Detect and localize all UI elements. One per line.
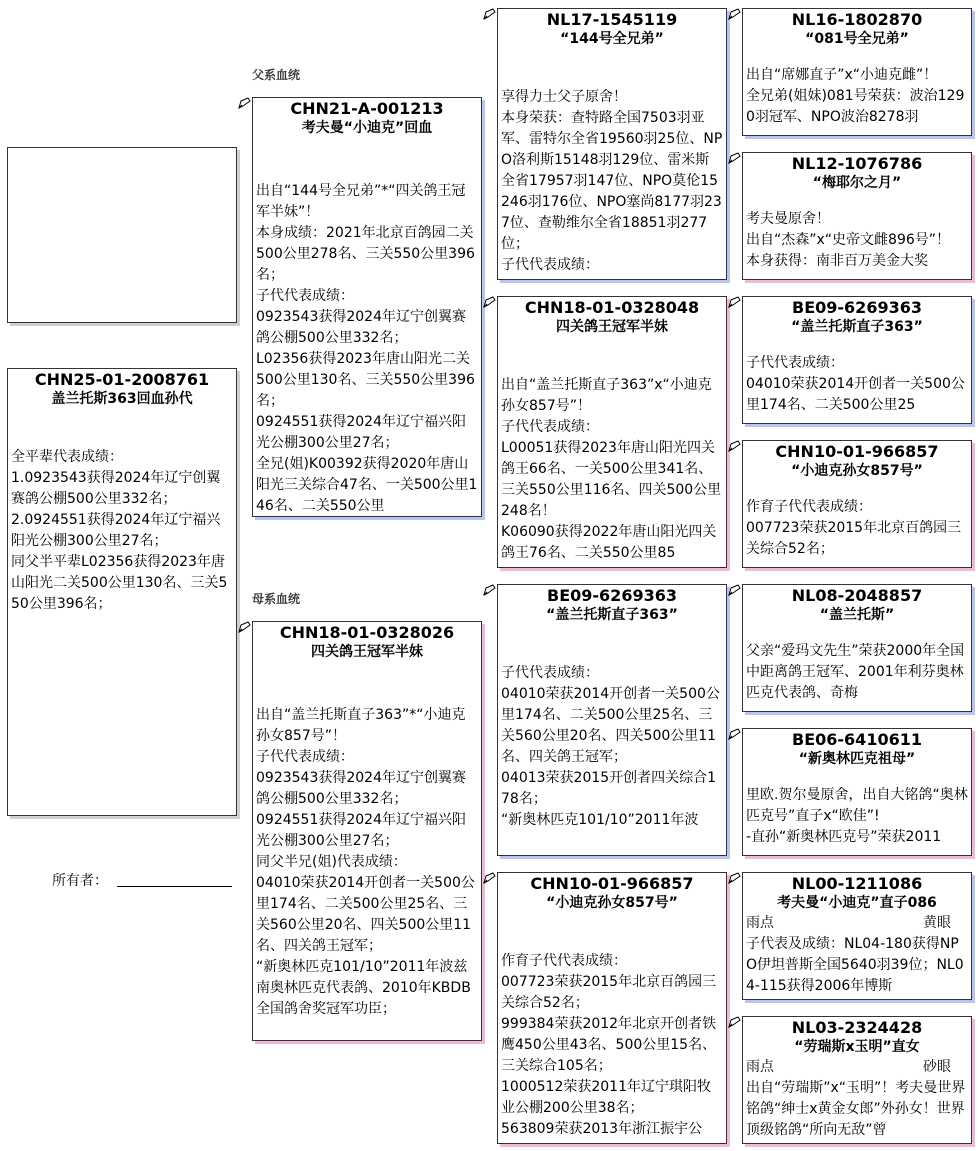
ddd-card bbox=[742, 1016, 972, 1144]
edit-pencil-icon[interactable] bbox=[727, 584, 742, 597]
dam-ring: CHN18-01-0328026 bbox=[279, 623, 455, 642]
dds-name: 考夫曼“小迪克”直子086 bbox=[777, 895, 937, 911]
ddd-eye: 砂眼 bbox=[923, 1059, 951, 1075]
dss-text: 父亲“爱玛文先生”荣获2000年全国中距离鸽王冠军、2001年利芬奥林匹克代表鸽、奇梅 bbox=[746, 643, 965, 701]
edit-pencil-icon[interactable] bbox=[237, 97, 252, 110]
sss-name: “081号全兄弟” bbox=[805, 31, 909, 47]
sdd-text: 作育子代代表成绩： 007723荣获2015年北京百鸽园三关综合52名； bbox=[746, 499, 962, 557]
dsd-text: 里欧.贺尔曼原舍，出自大铭鸽“奥林匹克号”直子x“欧佳”! -直孙“新奥林匹克号”荣获2011 bbox=[746, 787, 968, 845]
sire-dam-text: 出自“盖兰托斯直子363”x“小迪克孙女857号”！ 子代代表成绩： L00051获得2023年唐山阳光四关鸽王66名、一关500公里341名、三关550公里116名、四关500公里248名！ K06090获得2022年唐山阳光四关鸽王76名、二关550公里85 bbox=[501, 377, 722, 561]
ddd-ring: NL03-2324428 bbox=[791, 1018, 923, 1037]
edit-pencil-icon[interactable] bbox=[482, 872, 497, 885]
sire-sire-ring: NL17-1545119 bbox=[546, 10, 678, 29]
sire-dam-ring: CHN18-01-0328048 bbox=[524, 298, 700, 317]
dsd-name: “新奥林匹克祖母” bbox=[798, 751, 916, 767]
edit-pencil-icon[interactable] bbox=[482, 584, 497, 597]
ssd-card bbox=[742, 152, 972, 280]
subject-ring: CHN25-01-2008761 bbox=[34, 370, 210, 389]
subject-card bbox=[7, 368, 237, 816]
edit-pencil-icon[interactable] bbox=[482, 296, 497, 309]
sire-name: 考夫曼“小迪克”回血 bbox=[301, 120, 433, 136]
sds-ring: BE09-6269363 bbox=[792, 298, 922, 317]
sire-line-label: 父系血统 bbox=[252, 68, 301, 82]
sire-dam-card bbox=[497, 296, 727, 568]
dds-color: 雨点 bbox=[746, 915, 774, 931]
sire-ring: CHN21-A-001213 bbox=[290, 99, 444, 118]
dds-ring: NL00-1211086 bbox=[791, 874, 923, 893]
sire-card bbox=[252, 97, 482, 517]
ddd-text: 出自“劳瑞斯”x“玉明”！考夫曼世界铭鸽“绅士x黄金女郎”外孙女！世界顶级铭鸽“所向无敌”曾 bbox=[746, 1080, 966, 1138]
dds-attrs bbox=[743, 913, 971, 934]
sire-text: 出自“144号全兄弟”*“四关鸽王冠军半妹”！ 本身成绩：2021年北京百鸽园二关500公里278名、三关550公里396名； 子代代表成绩： 0923543获得2024年辽宁创翼赛鸽公棚500公里332名； L02356获得2023年唐山阳光二关500公里130名、三关550公里396名； 0924551获得2024年辽宁福兴阳光公棚300公里27名； 全兄(姐)K00392获得2020年唐山阳光三关综合47名、一关500公里146名、二关550公里 bbox=[256, 183, 478, 514]
sire-sire-name: “144号全兄弟” bbox=[560, 31, 664, 47]
edit-pencil-icon[interactable] bbox=[727, 872, 742, 885]
ddd-attrs bbox=[743, 1057, 971, 1078]
ddd-color: 雨点 bbox=[746, 1059, 774, 1075]
sss-text: 出自“席娜直子”x“小迪克雌”！ 全兄弟(姐妹)081号荣获：波治1290羽冠军、NPO波治8278羽 bbox=[746, 67, 965, 125]
dam-line-label: 母系血统 bbox=[252, 592, 301, 606]
dam-sire-name: “盖兰托斯直子363” bbox=[546, 607, 678, 623]
sire-dam-name: 四关鸽王冠军半妹 bbox=[556, 319, 668, 335]
dam-sire-card bbox=[497, 584, 727, 856]
edit-pencil-icon[interactable] bbox=[727, 152, 742, 165]
edit-pencil-icon[interactable] bbox=[727, 296, 742, 309]
sds-name: “盖兰托斯直子363” bbox=[791, 319, 923, 335]
sdd-card bbox=[742, 440, 972, 568]
dam-dam-ring: CHN10-01-966857 bbox=[530, 874, 694, 893]
sds-card bbox=[742, 296, 972, 424]
sss-ring: NL16-1802870 bbox=[791, 10, 923, 29]
edit-pencil-icon[interactable] bbox=[727, 440, 742, 453]
pigeon-photo-frame bbox=[7, 147, 237, 323]
edit-pencil-icon[interactable] bbox=[727, 8, 742, 21]
ssd-ring: NL12-1076786 bbox=[791, 154, 923, 173]
edit-pencil-icon[interactable] bbox=[727, 1016, 742, 1029]
sire-sire-text: 享得力士父子原舍！ 本身荣获：查特路全国7503羽亚军、雷特尔全省19560羽25位、NPO洛利斯15148羽129位、雷米斯全省17957羽147位、NPO莫伦15246羽176位、NPO塞尚8177羽237位、查勒维尔全省18851羽277位； 子代代表成绩： bbox=[501, 89, 723, 273]
dsd-card bbox=[742, 728, 972, 856]
ssd-text: 考夫曼原舍！ 出自“杰森”x“史帝文雌896号”！ 本身获得：南非百万美金大奖 bbox=[746, 211, 951, 269]
sire-sire-card bbox=[497, 8, 727, 280]
dsd-ring: BE06-6410611 bbox=[792, 730, 922, 749]
dds-eye: 黄眼 bbox=[923, 915, 951, 931]
edit-pencil-icon[interactable] bbox=[727, 728, 742, 741]
owner-label: 所有者： bbox=[52, 873, 108, 889]
dam-dam-text: 作育子代代表成绩： 007723荣获2015年北京百鸽园三关综合52名； 999384荣获2012年北京开创者铁鹰450公里43名、500公里15名、三关综合105名； 1000512荣获2011年辽宁琪阳牧业公棚200公里38名； 563809荣获2013年浙江振宇公 bbox=[501, 953, 717, 1137]
dam-sire-ring: BE09-6269363 bbox=[547, 586, 677, 605]
dam-name: 四关鸽王冠军半妹 bbox=[311, 644, 423, 660]
dam-card bbox=[252, 621, 482, 1041]
sss-card bbox=[742, 8, 972, 136]
owner-line bbox=[117, 886, 232, 887]
ssd-name: “梅耶尔之月” bbox=[812, 175, 902, 191]
subject-name: 盖兰托斯363回血孙代 bbox=[51, 391, 193, 407]
dam-text: 出自“盖兰托斯直子363”*“小迪克孙女857号”！ 子代代表成绩： 0923543获得2024年辽宁创翼赛鸽公棚500公里332名； 0924551获得2024年辽宁福兴阳光公棚300公里27名； 同父半兄(姐)代表成绩： 04010荣获2014开创者一关500公里174名、二关500公里25名、三关560公里20名、四关500公里11名、四关鸽王冠军； “新奥林匹克101/10”2011年波兹南奥林匹克代表鸽、2010年KBDB全国鸽舍奖冠军功臣； bbox=[256, 707, 475, 1017]
dam-dam-name: “小迪克孙女857号” bbox=[546, 895, 678, 911]
subject-text: 全平辈代表成绩： 1.0923543获得2024年辽宁创翼赛鸽公棚500公里332名； 2.0924551获得2024年辽宁福兴阳光公棚300公里27名； 同父半平辈L02356获得2023年唐山阳光二关500公里130名、三关550公里396名； bbox=[11, 449, 228, 612]
dds-card bbox=[742, 872, 972, 1000]
dss-ring: NL08-2048857 bbox=[791, 586, 923, 605]
sds-text: 子代代表成绩： 04010荣获2014开创者一关500公里174名、二关500公里25 bbox=[746, 355, 965, 413]
dam-dam-card bbox=[497, 872, 727, 1144]
dss-card bbox=[742, 584, 972, 712]
dss-name: “盖兰托斯” bbox=[819, 607, 895, 623]
dds-text: 子代表及成绩：NL04-180获得NPO伊坦普斯全国5640羽39位；NL04-115获得2006年博斯 bbox=[746, 936, 964, 994]
edit-pencil-icon[interactable] bbox=[482, 8, 497, 21]
ddd-name: “劳瑞斯x玉明”直女 bbox=[794, 1039, 920, 1055]
sdd-ring: CHN10-01-966857 bbox=[775, 442, 939, 461]
edit-pencil-icon[interactable] bbox=[237, 621, 252, 634]
dam-sire-text: 子代代表成绩： 04010荣获2014开创者一关500公里174名、二关500公里25名、三关560公里20名、四关500公里11名、四关鸽王冠军； 04013荣获2015开创者四关综合178名； “新奥林匹克101/10”2011年波 bbox=[501, 665, 720, 828]
sdd-name: “小迪克孙女857号” bbox=[791, 463, 923, 479]
